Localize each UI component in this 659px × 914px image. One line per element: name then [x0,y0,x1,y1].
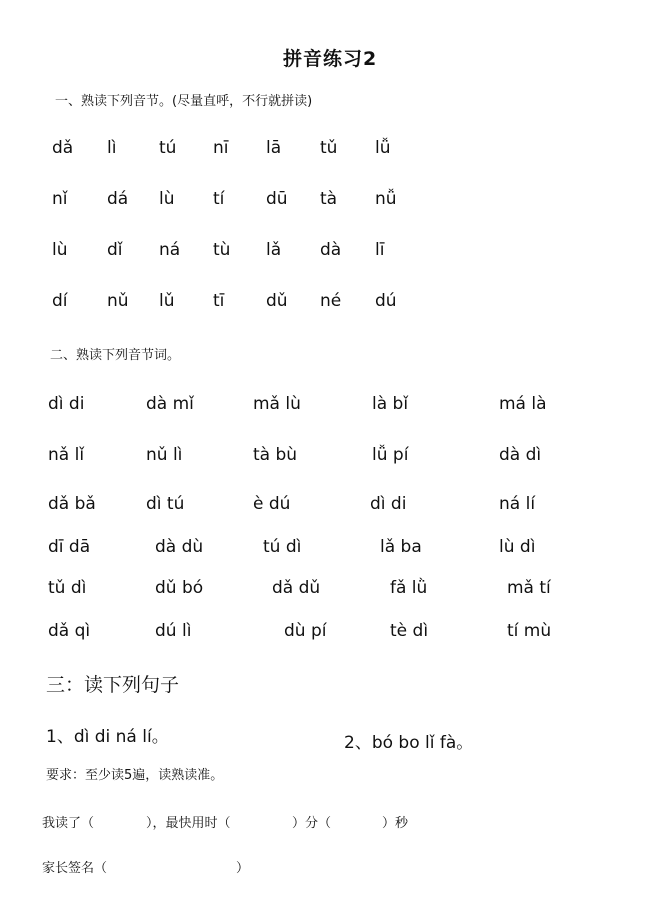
fastest-time-label: ），最快用时（ [146,816,231,831]
syllable-word: ná lí [499,494,536,514]
syllable: nǔ [107,291,129,311]
syllable-word: tí mù [507,621,552,641]
syllable-word: fǎ lǜ [390,578,428,598]
section1-heading: 一、熟读下列音节。(尽量直呼，不行就拼读) [55,94,313,109]
parent-signature-label: 家长签名（ [42,861,108,876]
syllable: dū [266,189,288,209]
syllable: né [320,291,342,311]
syllable: nǐ [52,189,68,209]
syllable: nī [213,138,229,158]
syllable: dǎ [52,138,74,158]
syllable: nǚ [375,189,397,209]
syllable: tà [320,189,338,209]
syllable-word: tú dì [263,537,302,557]
syllable-word: dà dù [155,537,204,557]
syllable-word: dǎ qì [48,621,91,641]
syllable: ná [159,240,181,260]
second-label: ）秒 [382,816,409,831]
syllable-word: dà dì [499,445,542,465]
parent-signature-close: ） [236,861,250,876]
syllable: tǔ [320,138,338,158]
syllable: lǔ [159,291,175,311]
syllable: dǔ [266,291,288,311]
syllable-word: è dú [253,494,291,514]
syllable-word: dǔ bó [155,578,204,598]
syllable-word: là bǐ [372,394,409,414]
syllable-word: dì tú [146,494,185,514]
syllable-word: tà bù [253,445,298,465]
syllable: tù [213,240,231,260]
syllable-word: dǎ dǔ [272,578,321,598]
syllable-word: tǔ dì [48,578,87,598]
page-title: 拼音练习2 [283,48,378,70]
syllable: lù [159,189,175,209]
syllable: lǚ [375,138,391,158]
syllable: lì [107,138,117,158]
syllable: tú [159,138,177,158]
syllable: lī [375,240,385,260]
syllable-word: mǎ lù [253,394,301,414]
syllable-word: dǎ bǎ [48,494,96,514]
syllable-word: lù dì [499,537,536,557]
syllable: lǎ [266,240,282,260]
syllable-word: lǚ pí [372,445,409,465]
syllable-word: lǎ ba [380,537,422,557]
sentence-1: 1、dì di ná lí。 [46,727,169,747]
syllable: dǐ [107,240,123,260]
syllable: lù [52,240,68,260]
syllable-word: dī dā [48,537,91,557]
syllable-word: dì di [370,494,407,514]
syllable-word: mǎ tí [507,578,551,598]
syllable: dú [375,291,397,311]
section2-heading: 二、熟读下列音节词。 [50,348,181,363]
syllable-word: má là [499,394,547,414]
requirement-text: 要求：至少读5遍，读熟读准。 [46,768,224,783]
syllable-word: dù pí [284,621,327,641]
syllable-word: tè dì [390,621,429,641]
syllable-word: dì di [48,394,85,414]
section3-heading: 三：读下列句子 [46,674,180,696]
read-count-label: 我读了（ [42,816,95,831]
syllable-word: nǎ lǐ [48,445,85,465]
syllable: dá [107,189,129,209]
syllable: dà [320,240,342,260]
syllable-word: dú lì [155,621,192,641]
sentence-2: 2、bó bo lǐ fà。 [344,733,474,753]
syllable: dí [52,291,68,311]
syllable-word: nǔ lì [146,445,183,465]
minute-label: ）分（ [292,816,332,831]
syllable: lā [266,138,282,158]
syllable-word: dà mǐ [146,394,194,414]
syllable: tí [213,189,225,209]
syllable: tī [213,291,225,311]
